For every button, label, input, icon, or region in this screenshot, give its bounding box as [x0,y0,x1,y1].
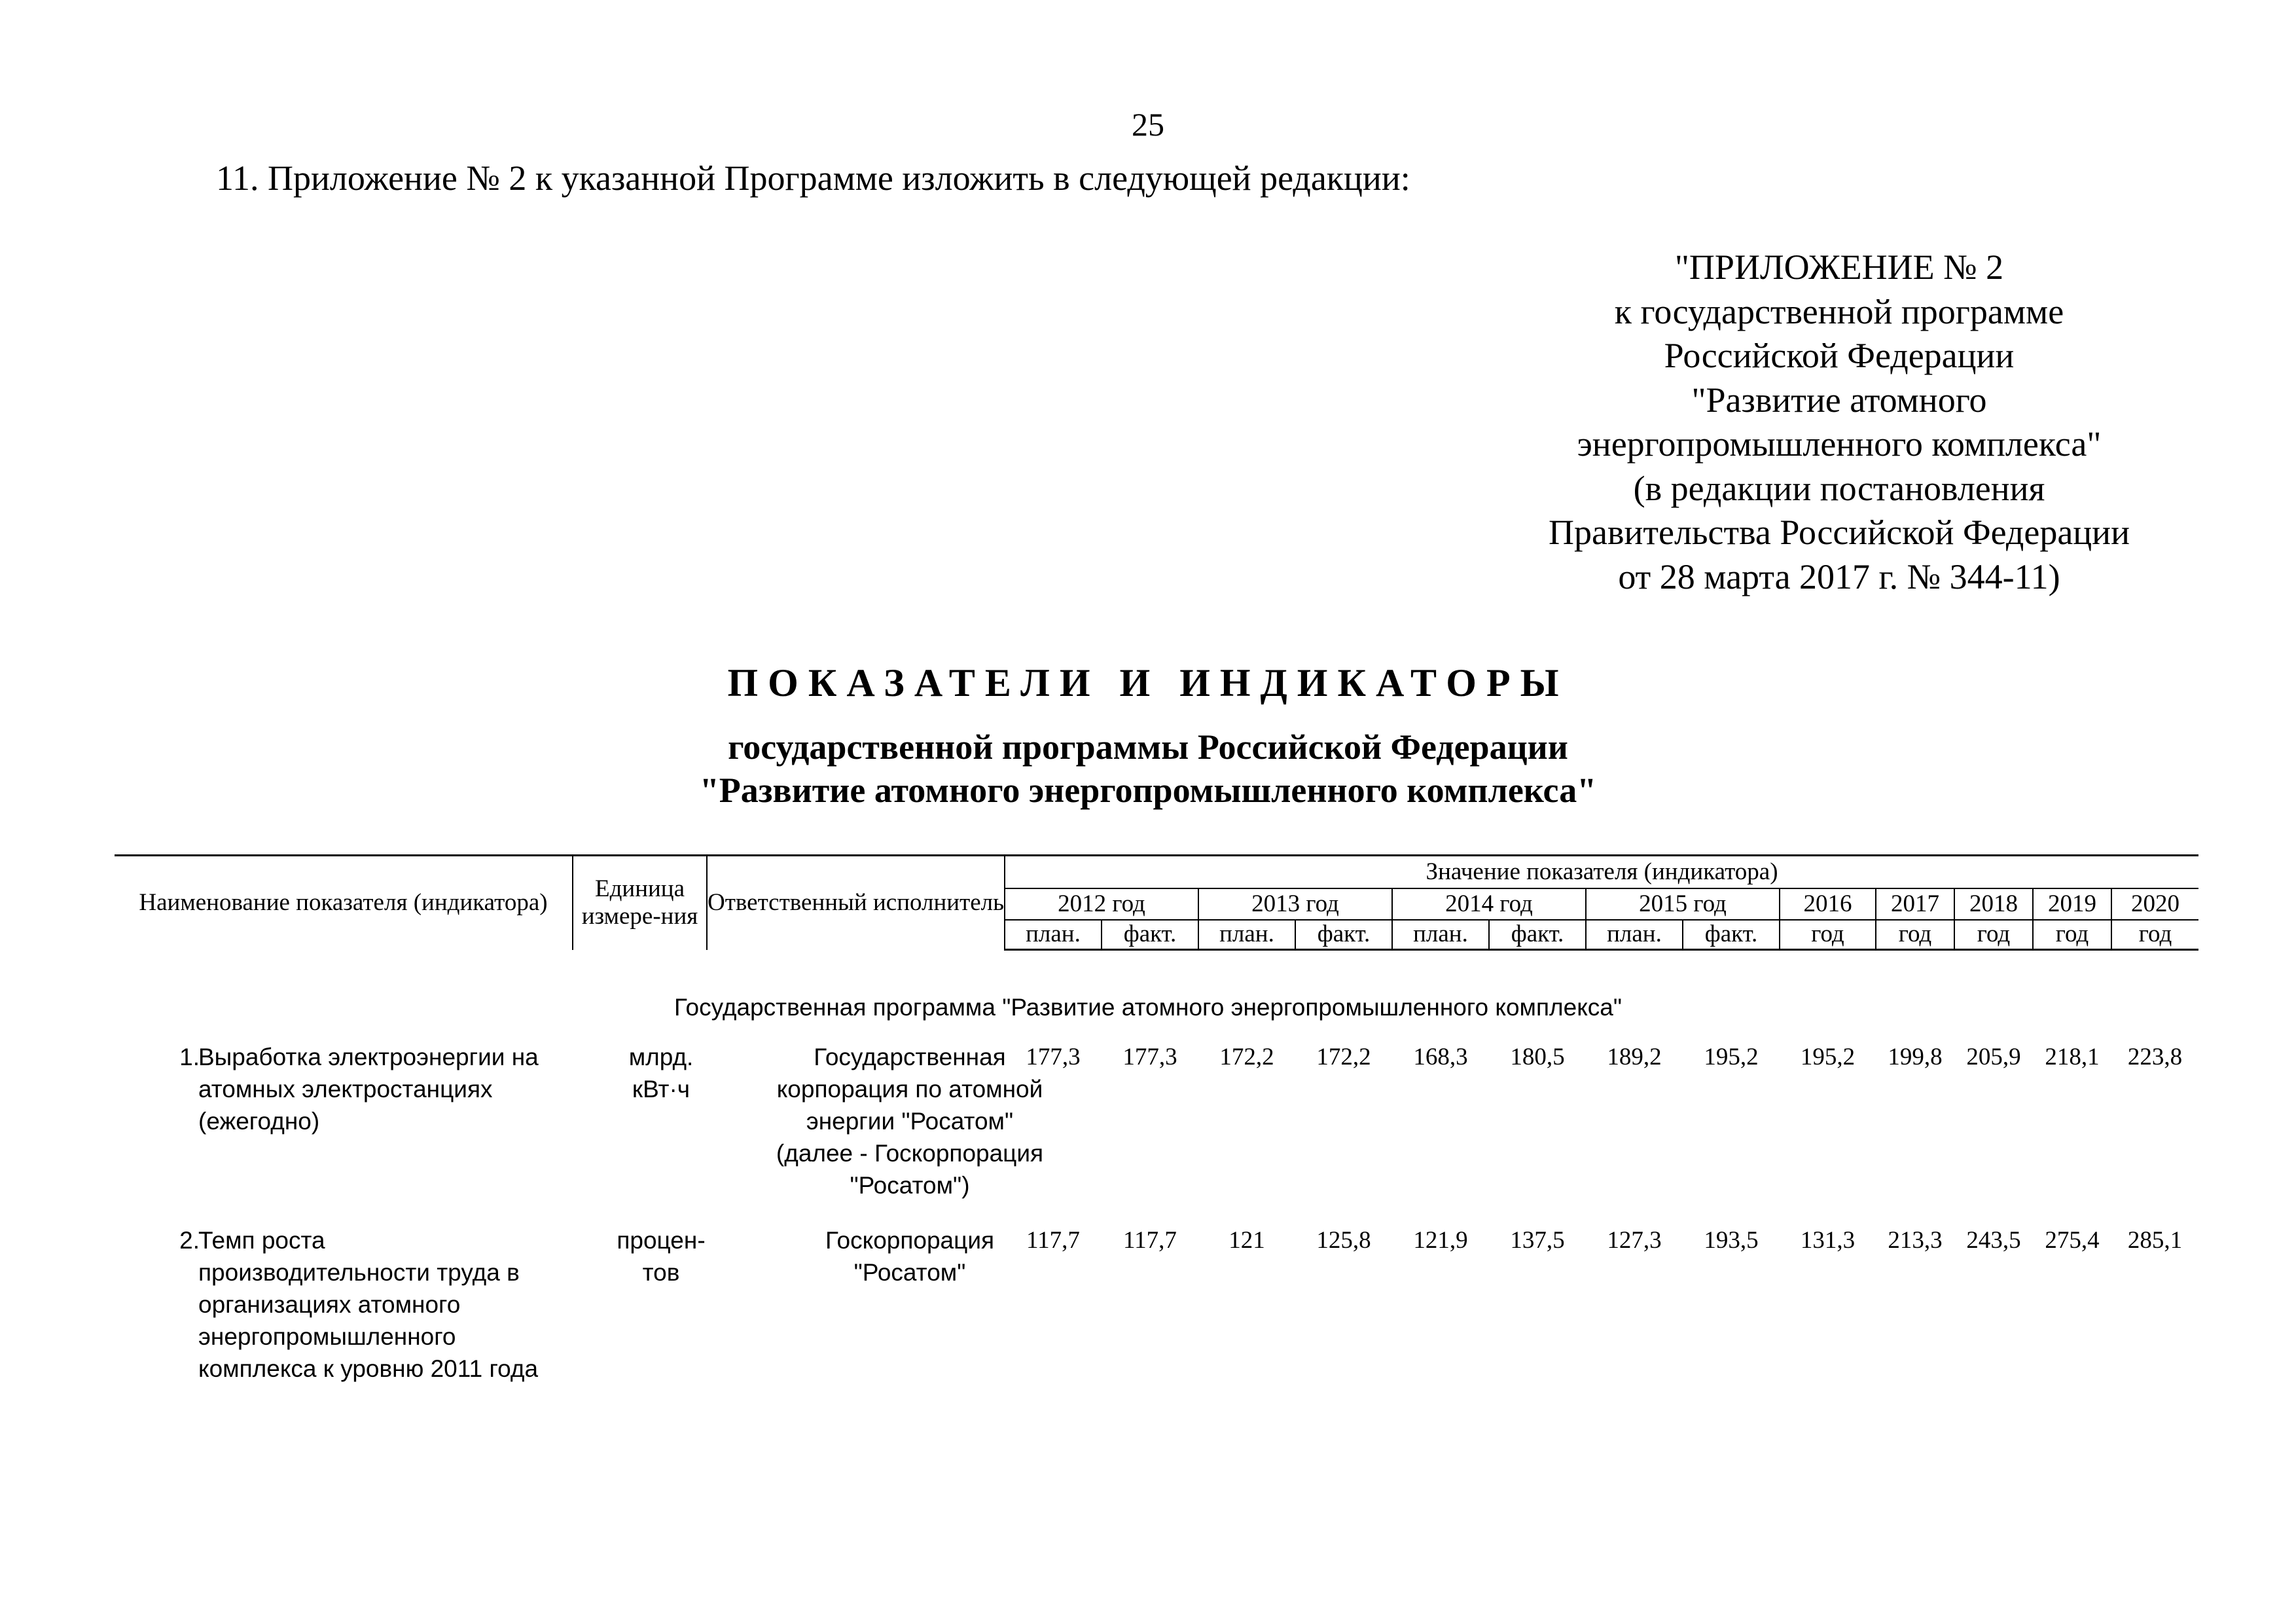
intro-paragraph: 11. Приложение № 2 к указанной Программе изложить в следующей редакции: [216,158,1410,198]
value-2012-fact: 177,3 [1122,1044,1177,1070]
value-2012-plan: 177,3 [1026,1044,1081,1070]
name-line: Выработка электроэнергии на [198,1044,539,1070]
appendix-line: от 28 марта 2017 г. № 344-11) [1618,556,2060,596]
name-line: производительности труда в [198,1259,520,1286]
name-line: Темп роста [198,1227,325,1254]
header-year-2015: 2015 год [1586,888,1780,920]
unit-line: процен- [617,1227,706,1254]
appendix-line: Правительства Российской Федерации [1549,513,2130,552]
value-2017: 199,8 [1888,1044,1943,1070]
header-plan: план. [1005,920,1102,950]
value-2017: 213,3 [1888,1227,1943,1254]
resp-line: Государственная [814,1044,1006,1070]
header-unit: Единица измере-ния [573,856,707,950]
header-god: год [1954,920,2033,950]
subtitle-line-2: "Развитие атомного энергопромышленного комплекса" [699,771,1597,810]
value-2015-plan: 127,3 [1607,1227,1662,1254]
value-2015-fact: 193,5 [1704,1227,1759,1254]
value-2013-fact: 125,8 [1316,1227,1371,1254]
value-2013-plan: 121 [1229,1227,1265,1254]
value-2014-plan: 121,9 [1413,1227,1468,1254]
row-indicator-name [198,1224,591,1385]
value-2014-fact: 180,5 [1510,1044,1565,1070]
header-plan: план. [1392,920,1489,950]
header-year-2017: 2017 [1876,888,1954,920]
appendix-header [1440,246,2238,599]
value-2013-plan: 172,2 [1219,1044,1274,1070]
value-2020: 285,1 [2127,1227,2183,1254]
value-2015-plan: 189,2 [1607,1044,1662,1070]
header-plan: план. [1586,920,1683,950]
header-year-2012: 2012 год [1005,888,1198,920]
resp-line: "Росатом" [853,1259,966,1286]
appendix-line: (в редакции постановления [1633,468,2045,508]
document-subtitle [0,725,2296,812]
header-year-2016: 2016 [1780,888,1876,920]
appendix-line: к государственной программе [1614,291,2064,331]
header-fact: факт. [1295,920,1392,950]
row-indicator-name [198,1041,591,1137]
value-2020: 223,8 [2127,1044,2183,1070]
resp-line: корпорация по атомной [776,1076,1043,1103]
resp-line: Госкорпорация [825,1227,995,1254]
value-2015-fact: 195,2 [1704,1044,1759,1070]
header-fact: факт. [1102,920,1198,950]
resp-line: "Росатом") [850,1172,970,1199]
header-year-2018: 2018 [1954,888,2033,920]
page-number: 25 [1132,106,1164,143]
resp-line: энергии "Росатом" [806,1108,1014,1135]
value-2014-fact: 137,5 [1510,1227,1565,1254]
header-values: Значение показателя (индикатора) [1005,856,2198,888]
name-line: атомных электростанциях [198,1076,493,1103]
header-fact: факт. [1683,920,1780,950]
value-2013-fact: 172,2 [1316,1044,1371,1070]
value-2012-fact: 117,7 [1123,1227,1177,1254]
subtitle-line-1: государственной программы Российской Федерации [728,727,1568,767]
unit-line: кВт·ч [632,1076,691,1103]
header-year-2019: 2019 [2033,888,2111,920]
name-line: комплекса к уровню 2011 года [198,1355,539,1382]
appendix-line: Российской Федерации [1664,336,2015,375]
value-2018: 243,5 [1966,1227,2021,1254]
header-name: Наименование показателя (индикатора) [115,856,573,950]
unit-line: млрд. [628,1044,694,1070]
header-fact: факт. [1489,920,1586,950]
name-line: организациях атомного [198,1291,461,1318]
name-line: энергопромышленного [198,1323,456,1350]
appendix-line: "ПРИЛОЖЕНИЕ № 2 [1674,247,2004,287]
value-2016: 131,3 [1800,1227,1856,1254]
table-row [115,1224,2198,1395]
table-row [115,1041,2198,1211]
appendix-line: "Развитие атомного [1691,380,1987,420]
resp-line: (далее - Госкорпорация [776,1140,1044,1167]
value-2019: 275,4 [2045,1227,2100,1254]
value-2012-plan: 117,7 [1026,1227,1080,1254]
header-year-2013: 2013 год [1198,888,1392,920]
header-god: год [2033,920,2111,950]
header-year-2014: 2014 год [1392,888,1586,920]
value-2019: 218,1 [2045,1044,2100,1070]
row-number: 1. [179,1044,200,1070]
header-responsible: Ответственный исполнитель [707,856,1005,950]
header-god: год [1780,920,1876,950]
header-god: год [2111,920,2198,950]
unit-line: тов [642,1259,680,1286]
header-plan: план. [1198,920,1295,950]
value-2014-plan: 168,3 [1413,1044,1468,1070]
name-line: (ежегодно) [198,1108,320,1135]
value-2018: 205,9 [1966,1044,2021,1070]
indicators-table-header [115,854,2198,951]
appendix-line: энергопромышленного комплекса" [1577,424,2102,464]
header-god: год [1876,920,1954,950]
value-2016: 195,2 [1800,1044,1856,1070]
header-year-2020: 2020 [2111,888,2198,920]
row-number: 2. [179,1227,200,1254]
section-title: Государственная программа "Развитие атомного энергопромышленного комплекса" [673,994,1623,1021]
document-title: ПОКАЗАТЕЛИ И ИНДИКАТОРЫ [727,661,1569,704]
